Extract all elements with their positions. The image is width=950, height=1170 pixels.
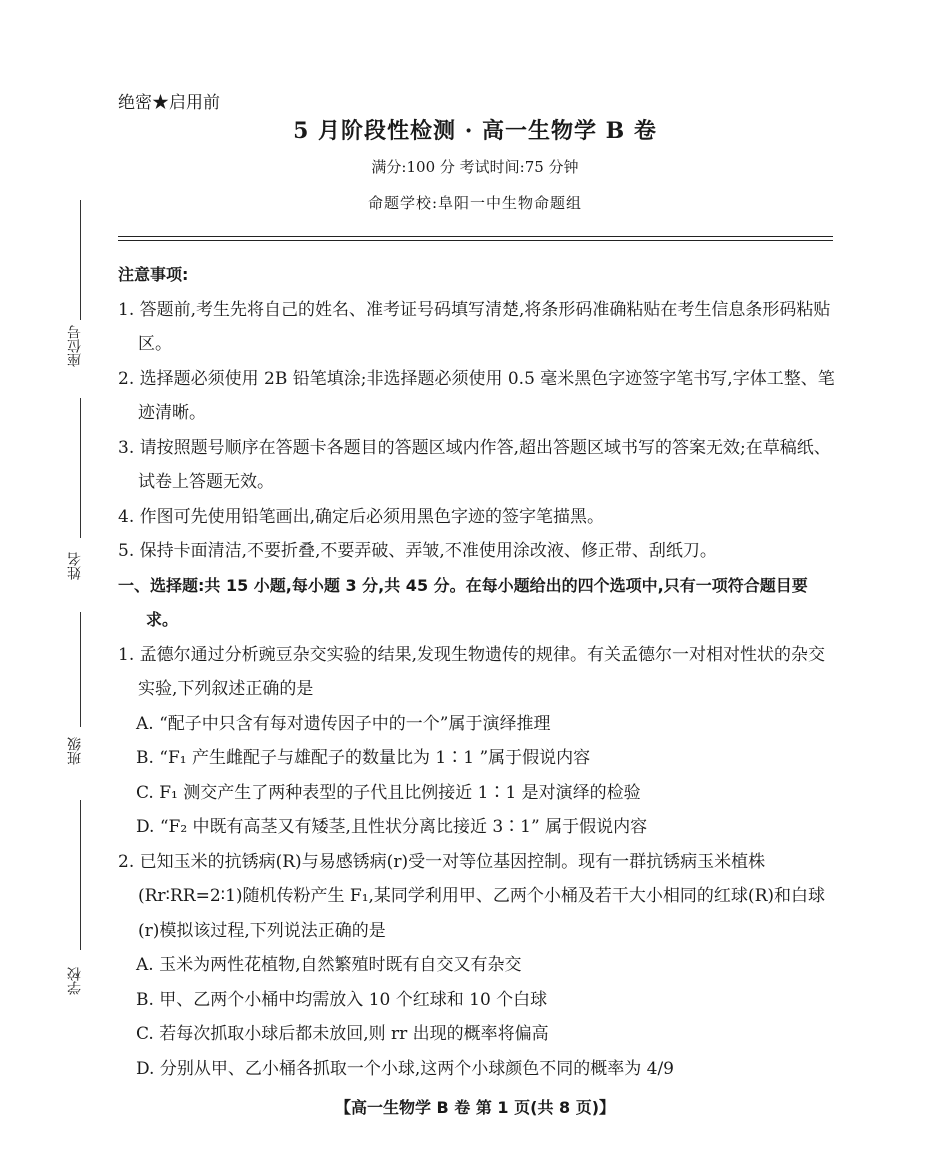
binding-line-top [80,200,81,320]
page-title: 5 月阶段性检测 · 高一生物学 B 卷 [293,118,657,144]
notice-item: 1. 答题前,考生先将自己的姓名、准考证号码填写清楚,将条形码准确粘贴在考生信息条形码粘贴区。 [118,299,831,354]
exam-content [118,258,836,1086]
page-footer: 【高一生物学 B 卷 第 1 页(共 8 页)】 [334,1098,616,1117]
question-option: A. 玉米为两性花植物,自然繁殖时既有自交又有杂交 [136,955,522,975]
name-label: 姓名 [67,552,83,580]
binding-line-name-class [80,612,81,727]
score-time: 满分:100 分 考试时间:75 分钟 [371,158,579,176]
section-heading: 一、选择题:共 15 小题,每小题 3 分,共 45 分。在每小题给出的四个选项中,只有一项符合题目要求。 [118,575,808,629]
school-label: 学校 [67,967,83,995]
question-stem: 1. 孟德尔通过分析豌豆杂交实验的结果,发现生物遗传的规律。有关孟德尔一对相对性状的杂交实验,下列叙述正确的是 [118,644,826,699]
question-option: D. 分别从甲、乙小桶各抓取一个小球,这两个小球颜色不同的概率为 4/9 [136,1058,674,1079]
class-label: 班级 [67,737,83,765]
question-option: C. 若每次抓取小球后都未放回,则 rr 出现的概率将偏高 [136,1024,549,1044]
header-rule-top [118,236,833,237]
notice-item: 3. 请按照题号顺序在答题卡各题目的答题区域内作答,超出答题区域书写的答案无效;在草稿纸、试卷上答题无效。 [118,437,831,492]
header-rule-bottom [118,240,833,241]
question-stem: 2. 已知玉米的抗锈病(R)与易感锈病(r)受一对等位基因控制。现有一群抗锈病玉米植株(Rr∶RR=2∶1)随机传粉产生 F₁,某同学利用甲、乙两个小桶及若干大小相同的红球(R)和白球(r)模拟该过程,下列说法正确的是 [118,851,825,941]
question-option: D. “F₂ 中既有高茎又有矮茎,且性状分离比接近 3∶1” 属于假说内容 [136,817,648,837]
notice-item: 5. 保持卡面清洁,不要折叠,不要弄破、弄皱,不准使用涂改液、修正带、刮纸刀。 [118,541,717,561]
seat-number-label: 座位号 [67,325,83,367]
binding-line-class-school [80,800,81,950]
question-option: A. “配子中只含有每对遗传因子中的一个”属于演绎推理 [136,713,551,734]
notice-item: 2. 选择题必须使用 2B 铅笔填涂;非选择题必须使用 0.5 毫米黑色字迹签字笔书写,字体工整、笔迹清晰。 [118,368,835,423]
secret-mark: 绝密★启用前 [118,93,220,113]
notice-item: 4. 作图可先使用铅笔画出,确定后必须用黑色字迹的签字笔描黑。 [118,506,605,527]
binding-line-seat-name [80,398,81,538]
question-option: B. 甲、乙两个小桶中均需放入 10 个红球和 10 个白球 [136,989,548,1010]
question-option: B. “F₁ 产生雌配子与雄配子的数量比为 1∶1 ”属于假说内容 [136,748,591,768]
author-school: 命题学校:阜阳一中生物命题组 [367,194,583,212]
question-option: C. F₁ 测交产生了两种表型的子代且比例接近 1∶1 是对演绎的检验 [136,782,641,803]
notice-title: 注意事项: [118,265,189,284]
